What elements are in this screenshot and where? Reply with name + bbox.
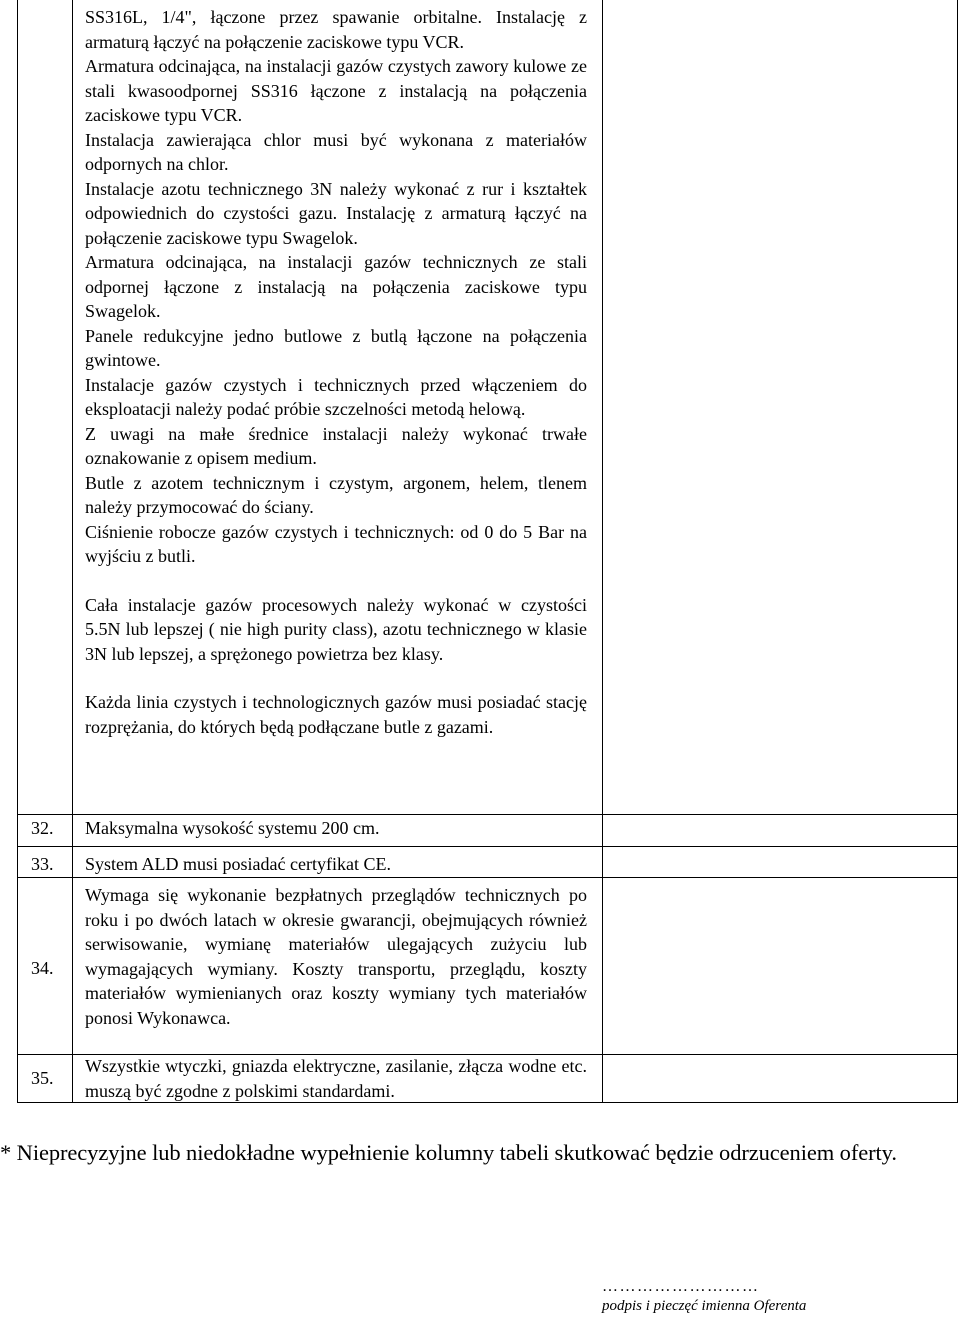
row-number: 33. [31,854,54,874]
row-paragraph: Z uwagi na małe średnice instalacji należy wykonać trwałe oznakowanie z opisem medium. [85,423,587,468]
blank-line [85,569,587,593]
row-paragraph: SS316L, 1/4", łączone przez spawanie orbitalne. Instalację z armaturą łączyć na połączenie zaciskowe typu VCR. [85,7,587,52]
row-paragraph: System ALD musi posiadać certyfikat CE. [85,854,391,874]
row-divider [17,877,958,878]
signature-label: podpis i pieczęć imienna Oferenta [602,1298,807,1314]
row-number: 32. [31,818,54,838]
row-paragraph: Instalacje azotu technicznego 3N należy wykonać z rur i kształtek odpowiednich do czystości gazu. Instalację z armaturą łączyć na połączenie zaciskowe typu Swagelok. [85,178,587,248]
table-row [85,852,587,877]
row-divider [17,846,958,847]
table-row [85,883,587,1030]
table-border-right [957,0,958,1103]
row-paragraph: Wymaga się wykonanie bezpłatnych przeglądów technicznych po roku i po dwóch latach w okresie gwarancji, obejmujących również serwisowanie, wymianę materiałów ulegających zużyciu lub wymagających wymiany. Koszty transportu, przeglądu, koszty materiałów wymienianych oraz koszty wymiany tych materiałów ponosi Wykonawca. [85,885,587,1028]
row-paragraph: Butle z azotem technicznym i czystym, argonem, helem, tlenem należy przymocować do ściany. [85,472,587,517]
row-paragraph: Wszystkie wtyczki, gniazda elektryczne, zasilanie, złącza wodne etc. muszą być zgodne z polskimi standardami. [85,1056,587,1101]
table-row [85,816,587,841]
row-paragraph: Maksymalna wysokość systemu 200 cm. [85,818,380,838]
table-row [85,1054,587,1103]
footnote: * Nieprecyzyjne lub niedokładne wypełnienie kolumny tabeli skutkować będzie odrzuceniem oferty. [0,1140,897,1165]
row-number: 35. [31,1068,54,1088]
row-paragraph: Panele redukcyjne jedno butlowe z butlą łączone na połączenia gwintowe. [85,325,587,370]
table-column-divider-2 [602,0,603,1103]
row-paragraph: Armatura odcinająca, na instalacji gazów technicznych ze stali odpornej łączone z instalacją na połączenia zaciskowe typu Swagelok. [85,252,587,321]
table-row-continued [85,5,587,739]
row-paragraph: Armatura odcinająca, na instalacji gazów czystych zawory kulowe ze stali kwasoodpornej SS316 łączone z instalacją na połączenia zaciskowe typu VCR. [85,56,587,125]
row-paragraph: Instalacje gazów czystych i technicznych przed włączeniem do eksploatacji należy podać próbie szczelności metodą helową. [85,374,587,419]
signature-line: ……………………… [602,1278,760,1295]
row-divider [17,814,958,815]
row-number: 34. [31,958,54,978]
row-paragraph: Każda linia czystych i technologicznych gazów musi posiadać stację rozprężania, do których będą podłączane butle z gazami. [85,692,587,737]
table-border-left [17,0,18,1103]
row-paragraph: Instalacja zawierająca chlor musi być wykonana z materiałów odpornych na chlor. [85,129,587,174]
table-column-divider-1 [72,0,73,1103]
blank-line [85,666,587,690]
row-paragraph: Ciśnienie robocze gazów czystych i technicznych: od 0 do 5 Bar na wyjściu z butli. [85,521,587,566]
row-paragraph: Cała instalacje gazów procesowych należy wykonać w czystości 5.5N lub lepszej ( nie high purity class), azotu technicznego w klasie 3N lub lepszej, a sprężonego powietrza bez klasy. [85,594,587,664]
